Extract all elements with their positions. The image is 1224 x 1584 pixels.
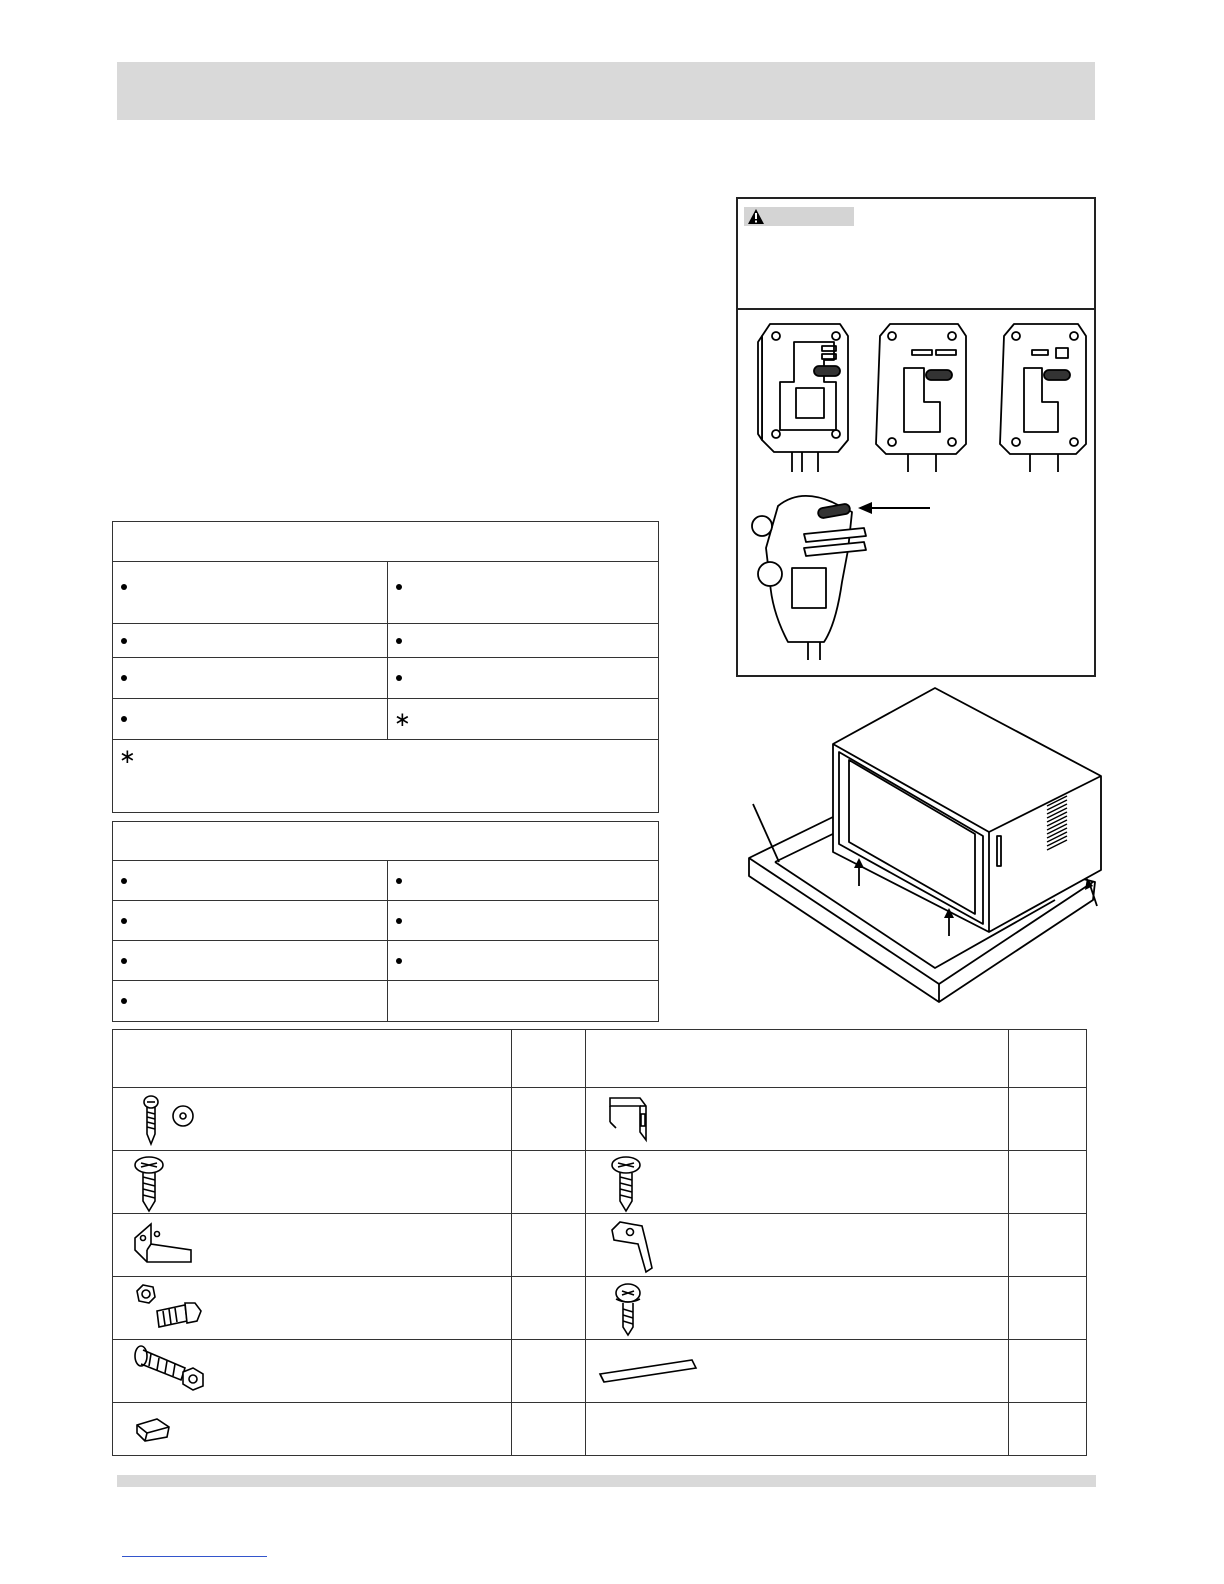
screw-with-washer-icon: [133, 1094, 213, 1146]
hardware-qty-cell: [1009, 1340, 1087, 1403]
table-row: [113, 1088, 1087, 1151]
hardware-part-cell: [113, 1214, 512, 1277]
features-cell: [388, 624, 659, 658]
hardware-part-cell: [113, 1088, 512, 1151]
hardware-qty-cell: [512, 1214, 586, 1277]
table-row: [113, 1340, 1087, 1403]
hardware-part-cell: [586, 1151, 1009, 1214]
table-row: [113, 1403, 1087, 1456]
features-cell: [113, 699, 388, 740]
hardware-part-cell: [113, 1403, 512, 1456]
carriage-bolt-nut-icon: [129, 1342, 213, 1400]
bullet-icon: [396, 958, 402, 964]
tools-table: [112, 821, 659, 1022]
table-row: [113, 1277, 1087, 1340]
hardware-header-qty: [512, 1030, 586, 1088]
table-row: [113, 1214, 1087, 1277]
tools-cell: [388, 941, 659, 981]
bullet-icon: [121, 878, 127, 884]
hardware-qty-cell: [1009, 1403, 1087, 1456]
warning-triangle-icon: [747, 208, 765, 225]
bullet-icon: [396, 878, 402, 884]
foam-strip-icon: [596, 1354, 700, 1388]
air-conditioner-illustration: [745, 686, 1105, 1016]
hardware-header-qty: [1009, 1030, 1087, 1088]
plug-3-icon: [1000, 324, 1086, 472]
features-cell: [113, 624, 388, 658]
bullet-icon: [121, 638, 127, 644]
warning-divider: [736, 308, 1096, 310]
hardware-part-cell: [113, 1277, 512, 1340]
cross-head-screw-icon: [608, 1155, 648, 1213]
plug-4-icon: [752, 496, 866, 660]
features-table-title: [113, 522, 659, 562]
hardware-part-cell: [113, 1340, 512, 1403]
bullet-icon: [121, 675, 127, 681]
hardware-qty-cell: [512, 1088, 586, 1151]
header-bar: [117, 62, 1095, 120]
tools-cell: [113, 981, 388, 1022]
features-cell: [113, 562, 388, 624]
tools-cell: [113, 941, 388, 981]
hardware-part-cell: [586, 1340, 1009, 1403]
asterisk-icon: ∗: [119, 744, 136, 768]
tools-cell: [388, 981, 659, 1022]
foam-pad-icon: [133, 1415, 177, 1445]
tools-cell: [388, 861, 659, 901]
hardware-part-cell: [586, 1277, 1009, 1340]
hardware-header-part: [586, 1030, 1009, 1088]
hex-nut-bolt-icon: [129, 1281, 209, 1337]
bullet-icon: [396, 584, 402, 590]
bracket-clip-icon: [606, 1092, 666, 1148]
tools-cell: [113, 901, 388, 941]
features-cell: [388, 699, 659, 740]
table-row: [113, 1151, 1087, 1214]
pan-head-screw-icon: [610, 1281, 650, 1339]
features-cell: [388, 658, 659, 699]
angle-bracket-icon: [129, 1220, 199, 1270]
hardware-table: [112, 1029, 1087, 1456]
bullet-icon: [121, 918, 127, 924]
asterisk-icon: ∗: [394, 707, 411, 731]
footer-link-underline[interactable]: [122, 1556, 267, 1557]
features-table: [112, 521, 659, 813]
footer-bar: [117, 1475, 1096, 1487]
tools-table-title: [113, 822, 659, 861]
features-cell: [388, 562, 659, 624]
plug-2-icon: [876, 324, 966, 472]
plug-1-icon: [758, 324, 848, 472]
hardware-qty-cell: [1009, 1088, 1087, 1151]
power-plug-illustrations: [740, 312, 1092, 672]
bullet-icon: [396, 675, 402, 681]
hardware-qty-cell: [512, 1277, 586, 1340]
angle-clip-icon: [608, 1218, 668, 1276]
bullet-icon: [121, 716, 127, 722]
bullet-icon: [121, 958, 127, 964]
cross-head-screw-icon: [131, 1155, 171, 1213]
hardware-qty-cell: [512, 1403, 586, 1456]
hardware-qty-cell: [512, 1340, 586, 1403]
hardware-qty-cell: [1009, 1214, 1087, 1277]
tools-cell: [113, 861, 388, 901]
hardware-header-part: [113, 1030, 512, 1088]
features-cell: [113, 658, 388, 699]
tools-cell: [388, 901, 659, 941]
hardware-part-cell: [586, 1214, 1009, 1277]
features-footnote: [113, 740, 659, 813]
hardware-qty-cell: [1009, 1277, 1087, 1340]
hardware-part-cell: [586, 1088, 1009, 1151]
bullet-icon: [121, 584, 127, 590]
bullet-icon: [121, 998, 127, 1004]
hardware-part-cell: [586, 1403, 1009, 1456]
bullet-icon: [396, 638, 402, 644]
hardware-qty-cell: [512, 1151, 586, 1214]
bullet-icon: [396, 918, 402, 924]
hardware-part-cell: [113, 1151, 512, 1214]
hardware-qty-cell: [1009, 1151, 1087, 1214]
warning-text: [746, 232, 1086, 302]
